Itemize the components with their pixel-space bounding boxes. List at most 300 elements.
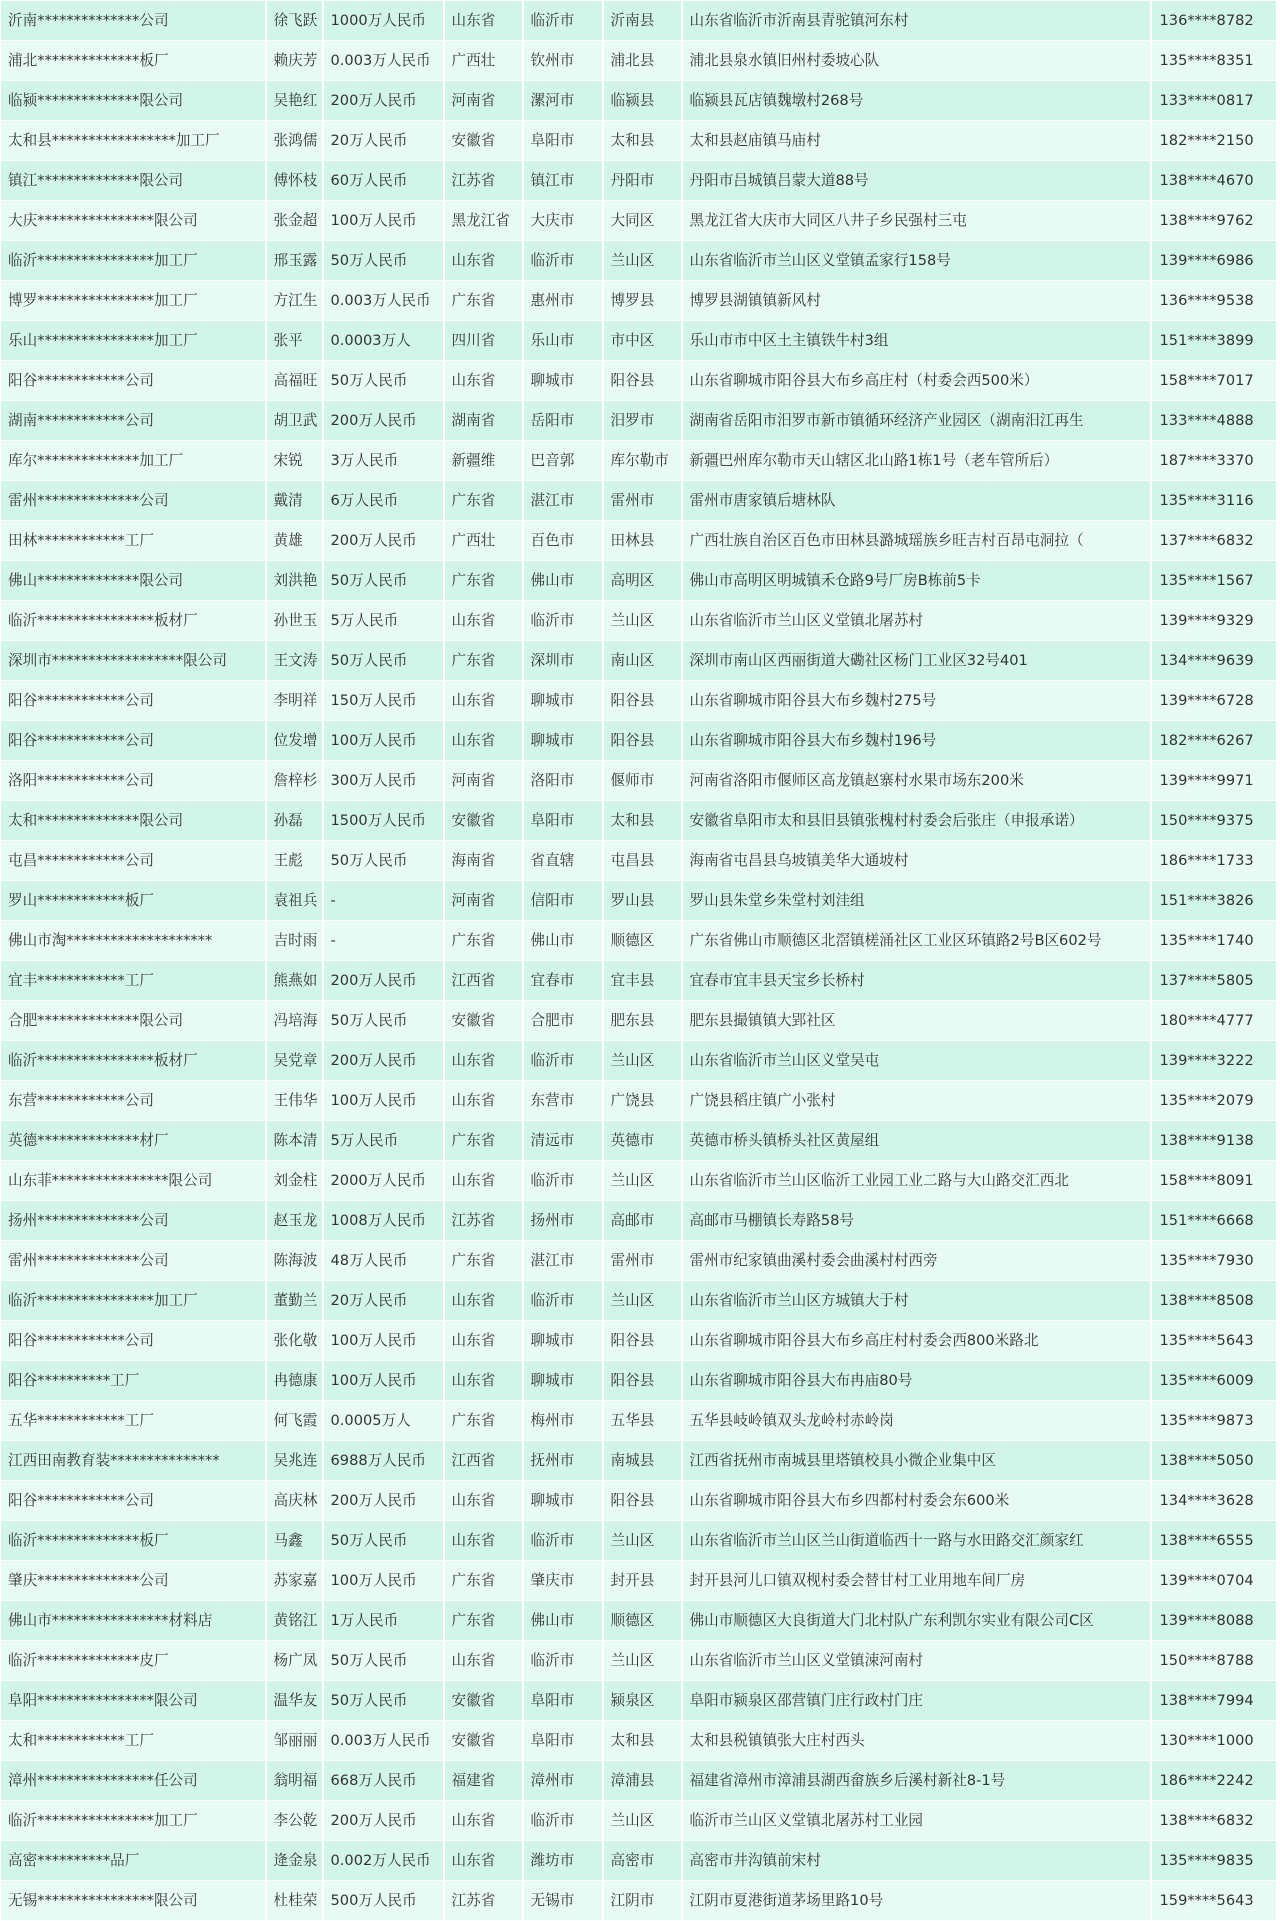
province-cell: 河南省 bbox=[444, 761, 523, 801]
table-row bbox=[1, 1561, 1277, 1601]
address-cell: 山东省临沂市兰山区义堂镇涑河南村 bbox=[682, 1641, 1151, 1681]
registered-capital-cell: 50万人民币 bbox=[323, 641, 444, 681]
registered-capital-cell: 100万人民币 bbox=[323, 1361, 444, 1401]
address-cell: 山东省聊城市阳谷县大布乡四都村村委会东600米 bbox=[682, 1481, 1151, 1521]
registered-capital-cell: 200万人民币 bbox=[323, 521, 444, 561]
phone-cell: 138****5050 bbox=[1151, 1441, 1277, 1481]
city-cell: 聊城市 bbox=[523, 1481, 603, 1521]
address-cell: 山东省临沂市兰山区兰山街道临西十一路与水田路交汇颜家红 bbox=[682, 1521, 1151, 1561]
district-cell: 兰山区 bbox=[603, 1161, 682, 1201]
legal-representative-cell: 宋锐 bbox=[266, 441, 323, 481]
address-cell: 山东省临沂市沂南县青驼镇河东村 bbox=[682, 1, 1151, 41]
table-row bbox=[1, 481, 1277, 521]
city-cell: 阜阳市 bbox=[523, 1721, 603, 1761]
province-cell: 广东省 bbox=[444, 641, 523, 681]
company-name-cell: 阳谷************公司 bbox=[1, 1321, 266, 1361]
registered-capital-cell: 50万人民币 bbox=[323, 361, 444, 401]
table-row bbox=[1, 1841, 1277, 1881]
legal-representative-cell: 董勤兰 bbox=[266, 1281, 323, 1321]
city-cell: 聊城市 bbox=[523, 1321, 603, 1361]
company-name-cell: 漳州****************任公司 bbox=[1, 1761, 266, 1801]
address-cell: 封开县河儿口镇双枧村委会替甘村工业用地车间厂房 bbox=[682, 1561, 1151, 1601]
address-cell: 肥东县撮镇镇大郢社区 bbox=[682, 1001, 1151, 1041]
legal-representative-cell: 张鸿儒 bbox=[266, 121, 323, 161]
table-row bbox=[1, 1801, 1277, 1841]
registered-capital-cell: 48万人民币 bbox=[323, 1241, 444, 1281]
table-row bbox=[1, 1681, 1277, 1721]
company-name-cell: 田林************工厂 bbox=[1, 521, 266, 561]
province-cell: 海南省 bbox=[444, 841, 523, 881]
legal-representative-cell: 杨广凤 bbox=[266, 1641, 323, 1681]
registered-capital-cell: 0.0005万人 bbox=[323, 1401, 444, 1441]
phone-cell: 182****6267 bbox=[1151, 721, 1277, 761]
phone-cell: 137****5805 bbox=[1151, 961, 1277, 1001]
province-cell: 河南省 bbox=[444, 881, 523, 921]
province-cell: 四川省 bbox=[444, 321, 523, 361]
legal-representative-cell: 傅怀枝 bbox=[266, 161, 323, 201]
city-cell: 东营市 bbox=[523, 1081, 603, 1121]
registered-capital-cell: 0.003万人民币 bbox=[323, 41, 444, 81]
city-cell: 洛阳市 bbox=[523, 761, 603, 801]
table-row bbox=[1, 1761, 1277, 1801]
district-cell: 广饶县 bbox=[603, 1081, 682, 1121]
legal-representative-cell: 张金超 bbox=[266, 201, 323, 241]
table-row bbox=[1, 1281, 1277, 1321]
province-cell: 福建省 bbox=[444, 1761, 523, 1801]
city-cell: 清远市 bbox=[523, 1121, 603, 1161]
legal-representative-cell: 王彪 bbox=[266, 841, 323, 881]
district-cell: 兰山区 bbox=[603, 601, 682, 641]
company-name-cell: 临沂**************皮厂 bbox=[1, 1641, 266, 1681]
table-row bbox=[1, 121, 1277, 161]
address-cell: 佛山市高明区明城镇禾仓路9号厂房B栋前5卡 bbox=[682, 561, 1151, 601]
registered-capital-cell: 20万人民币 bbox=[323, 1281, 444, 1321]
city-cell: 聊城市 bbox=[523, 721, 603, 761]
registered-capital-cell: - bbox=[323, 881, 444, 921]
province-cell: 山东省 bbox=[444, 1641, 523, 1681]
phone-cell: 186****2242 bbox=[1151, 1761, 1277, 1801]
district-cell: 五华县 bbox=[603, 1401, 682, 1441]
legal-representative-cell: 冯培海 bbox=[266, 1001, 323, 1041]
legal-representative-cell: 胡卫武 bbox=[266, 401, 323, 441]
company-name-cell: 沂南**************公司 bbox=[1, 1, 266, 41]
address-cell: 山东省临沂市兰山区义堂镇孟家行158号 bbox=[682, 241, 1151, 281]
address-cell: 雷州市纪家镇曲溪村委会曲溪村村西旁 bbox=[682, 1241, 1151, 1281]
legal-representative-cell: 孙世玉 bbox=[266, 601, 323, 641]
registered-capital-cell: 3万人民币 bbox=[323, 441, 444, 481]
legal-representative-cell: 袁祖兵 bbox=[266, 881, 323, 921]
address-cell: 深圳市南山区西丽街道大磡社区杨门工业区32号401 bbox=[682, 641, 1151, 681]
city-cell: 漯河市 bbox=[523, 81, 603, 121]
phone-cell: 139****9971 bbox=[1151, 761, 1277, 801]
province-cell: 安徽省 bbox=[444, 1001, 523, 1041]
phone-cell: 138****6832 bbox=[1151, 1801, 1277, 1841]
city-cell: 巴音郭 bbox=[523, 441, 603, 481]
table-row bbox=[1, 41, 1277, 81]
address-cell: 乐山市市中区土主镇铁牛村3组 bbox=[682, 321, 1151, 361]
legal-representative-cell: 刘洪艳 bbox=[266, 561, 323, 601]
company-name-cell: 合肥**************限公司 bbox=[1, 1001, 266, 1041]
table-row bbox=[1, 1161, 1277, 1201]
province-cell: 江西省 bbox=[444, 1441, 523, 1481]
address-cell: 高密市井沟镇前宋村 bbox=[682, 1841, 1151, 1881]
registered-capital-cell: 50万人民币 bbox=[323, 1641, 444, 1681]
phone-cell: 130****1000 bbox=[1151, 1721, 1277, 1761]
table-row bbox=[1, 361, 1277, 401]
legal-representative-cell: 李明祥 bbox=[266, 681, 323, 721]
company-name-cell: 大庆****************限公司 bbox=[1, 201, 266, 241]
table-row bbox=[1, 561, 1277, 601]
district-cell: 阳谷县 bbox=[603, 1321, 682, 1361]
table-row bbox=[1, 1201, 1277, 1241]
district-cell: 顺德区 bbox=[603, 1601, 682, 1641]
phone-cell: 135****6009 bbox=[1151, 1361, 1277, 1401]
city-cell: 镇江市 bbox=[523, 161, 603, 201]
city-cell: 阜阳市 bbox=[523, 121, 603, 161]
province-cell: 广东省 bbox=[444, 1601, 523, 1641]
company-name-cell: 库尔**************加工厂 bbox=[1, 441, 266, 481]
phone-cell: 138****4670 bbox=[1151, 161, 1277, 201]
province-cell: 广西壮 bbox=[444, 41, 523, 81]
address-cell: 宜春市宜丰县天宝乡长桥村 bbox=[682, 961, 1151, 1001]
district-cell: 沂南县 bbox=[603, 1, 682, 41]
province-cell: 山东省 bbox=[444, 1801, 523, 1841]
table-row bbox=[1, 601, 1277, 641]
district-cell: 阳谷县 bbox=[603, 1361, 682, 1401]
address-cell: 太和县赵庙镇马庙村 bbox=[682, 121, 1151, 161]
legal-representative-cell: 赵玉龙 bbox=[266, 1201, 323, 1241]
city-cell: 佛山市 bbox=[523, 561, 603, 601]
district-cell: 偃师市 bbox=[603, 761, 682, 801]
company-name-cell: 英德**************材厂 bbox=[1, 1121, 266, 1161]
province-cell: 广西壮 bbox=[444, 521, 523, 561]
phone-cell: 133****4888 bbox=[1151, 401, 1277, 441]
legal-representative-cell: 吴党章 bbox=[266, 1041, 323, 1081]
address-cell: 阜阳市颍泉区邵营镇门庄行政村门庄 bbox=[682, 1681, 1151, 1721]
province-cell: 黑龙江省 bbox=[444, 201, 523, 241]
company-name-cell: 临沂**************板厂 bbox=[1, 1521, 266, 1561]
city-cell: 潍坊市 bbox=[523, 1841, 603, 1881]
city-cell: 百色市 bbox=[523, 521, 603, 561]
district-cell: 肥东县 bbox=[603, 1001, 682, 1041]
legal-representative-cell: 邹丽丽 bbox=[266, 1721, 323, 1761]
city-cell: 梅州市 bbox=[523, 1401, 603, 1441]
phone-cell: 138****7994 bbox=[1151, 1681, 1277, 1721]
phone-cell: 139****8088 bbox=[1151, 1601, 1277, 1641]
address-cell: 山东省临沂市兰山区临沂工业园工业二路与大山路交汇西北 bbox=[682, 1161, 1151, 1201]
province-cell: 河南省 bbox=[444, 81, 523, 121]
city-cell: 临沂市 bbox=[523, 1041, 603, 1081]
legal-representative-cell: 邢玉露 bbox=[266, 241, 323, 281]
address-cell: 丹阳市吕城镇吕蒙大道88号 bbox=[682, 161, 1151, 201]
province-cell: 山东省 bbox=[444, 721, 523, 761]
province-cell: 江西省 bbox=[444, 961, 523, 1001]
company-name-cell: 临沂****************板材厂 bbox=[1, 1041, 266, 1081]
table-row bbox=[1, 681, 1277, 721]
phone-cell: 135****2079 bbox=[1151, 1081, 1277, 1121]
city-cell: 宜春市 bbox=[523, 961, 603, 1001]
district-cell: 雷州市 bbox=[603, 481, 682, 521]
company-name-cell: 太和县*****************加工厂 bbox=[1, 121, 266, 161]
legal-representative-cell: 高福旺 bbox=[266, 361, 323, 401]
province-cell: 广东省 bbox=[444, 921, 523, 961]
company-name-cell: 阳谷************公司 bbox=[1, 681, 266, 721]
phone-cell: 139****6728 bbox=[1151, 681, 1277, 721]
province-cell: 山东省 bbox=[444, 601, 523, 641]
phone-cell: 139****3222 bbox=[1151, 1041, 1277, 1081]
legal-representative-cell: 何飞霞 bbox=[266, 1401, 323, 1441]
phone-cell: 135****1567 bbox=[1151, 561, 1277, 601]
address-cell: 福建省漳州市漳浦县湖西畲族乡后溪村新社8-1号 bbox=[682, 1761, 1151, 1801]
address-cell: 临颍县瓦店镇魏墩村268号 bbox=[682, 81, 1151, 121]
city-cell: 聊城市 bbox=[523, 1361, 603, 1401]
table-row bbox=[1, 641, 1277, 681]
address-cell: 博罗县湖镇镇新风村 bbox=[682, 281, 1151, 321]
registered-capital-cell: 1008万人民币 bbox=[323, 1201, 444, 1241]
table-row bbox=[1, 1521, 1277, 1561]
registered-capital-cell: 50万人民币 bbox=[323, 1681, 444, 1721]
district-cell: 丹阳市 bbox=[603, 161, 682, 201]
city-cell: 临沂市 bbox=[523, 1521, 603, 1561]
province-cell: 新疆维 bbox=[444, 441, 523, 481]
table-row bbox=[1, 1481, 1277, 1521]
phone-cell: 182****2150 bbox=[1151, 121, 1277, 161]
phone-cell: 134****9639 bbox=[1151, 641, 1277, 681]
legal-representative-cell: 吉时雨 bbox=[266, 921, 323, 961]
registered-capital-cell: 2000万人民币 bbox=[323, 1161, 444, 1201]
registered-capital-cell: 50万人民币 bbox=[323, 561, 444, 601]
address-cell: 山东省聊城市阳谷县大布冉庙80号 bbox=[682, 1361, 1151, 1401]
company-name-cell: 临沂****************加工厂 bbox=[1, 1281, 266, 1321]
district-cell: 封开县 bbox=[603, 1561, 682, 1601]
company-name-cell: 阜阳****************限公司 bbox=[1, 1681, 266, 1721]
city-cell: 乐山市 bbox=[523, 321, 603, 361]
legal-representative-cell: 温华友 bbox=[266, 1681, 323, 1721]
table-row bbox=[1, 201, 1277, 241]
phone-cell: 135****1740 bbox=[1151, 921, 1277, 961]
province-cell: 江苏省 bbox=[444, 1881, 523, 1921]
registered-capital-cell: 300万人民币 bbox=[323, 761, 444, 801]
phone-cell: 186****1733 bbox=[1151, 841, 1277, 881]
address-cell: 山东省临沂市兰山区义堂吴屯 bbox=[682, 1041, 1151, 1081]
company-name-cell: 乐山****************加工厂 bbox=[1, 321, 266, 361]
city-cell: 扬州市 bbox=[523, 1201, 603, 1241]
city-cell: 临沂市 bbox=[523, 1281, 603, 1321]
registered-capital-cell: 6万人民币 bbox=[323, 481, 444, 521]
phone-cell: 138****6555 bbox=[1151, 1521, 1277, 1561]
table-row bbox=[1, 441, 1277, 481]
city-cell: 临沂市 bbox=[523, 1641, 603, 1681]
city-cell: 惠州市 bbox=[523, 281, 603, 321]
table-row bbox=[1, 1001, 1277, 1041]
phone-cell: 135****9835 bbox=[1151, 1841, 1277, 1881]
company-name-cell: 江西田南教育装*************** bbox=[1, 1441, 266, 1481]
province-cell: 广东省 bbox=[444, 1241, 523, 1281]
legal-representative-cell: 吴兆连 bbox=[266, 1441, 323, 1481]
address-cell: 山东省临沂市兰山区义堂镇北屠苏村 bbox=[682, 601, 1151, 641]
province-cell: 广东省 bbox=[444, 1121, 523, 1161]
registered-capital-cell: 500万人民币 bbox=[323, 1881, 444, 1921]
district-cell: 阳谷县 bbox=[603, 1481, 682, 1521]
company-name-cell: 太和************工厂 bbox=[1, 1721, 266, 1761]
table-row bbox=[1, 801, 1277, 841]
province-cell: 山东省 bbox=[444, 1, 523, 41]
address-cell: 浦北县泉水镇旧州村委坡心队 bbox=[682, 41, 1151, 81]
city-cell: 临沂市 bbox=[523, 1801, 603, 1841]
company-name-cell: 阳谷**********工厂 bbox=[1, 1361, 266, 1401]
address-cell: 临沂市兰山区义堂镇北屠苏村工业园 bbox=[682, 1801, 1151, 1841]
table-row bbox=[1, 881, 1277, 921]
legal-representative-cell: 熊燕如 bbox=[266, 961, 323, 1001]
table-row bbox=[1, 161, 1277, 201]
phone-cell: 158****8091 bbox=[1151, 1161, 1277, 1201]
phone-cell: 139****6986 bbox=[1151, 241, 1277, 281]
phone-cell: 136****8782 bbox=[1151, 1, 1277, 41]
district-cell: 汨罗市 bbox=[603, 401, 682, 441]
district-cell: 宜丰县 bbox=[603, 961, 682, 1001]
company-name-cell: 扬州**************公司 bbox=[1, 1201, 266, 1241]
legal-representative-cell: 黄铭江 bbox=[266, 1601, 323, 1641]
phone-cell: 151****6668 bbox=[1151, 1201, 1277, 1241]
district-cell: 浦北县 bbox=[603, 41, 682, 81]
registered-capital-cell: 100万人民币 bbox=[323, 1081, 444, 1121]
table-row bbox=[1, 1361, 1277, 1401]
company-name-cell: 临沂****************加工厂 bbox=[1, 1801, 266, 1841]
province-cell: 山东省 bbox=[444, 681, 523, 721]
address-cell: 河南省洛阳市偃师区高龙镇赵寨村水果市场东200米 bbox=[682, 761, 1151, 801]
province-cell: 山东省 bbox=[444, 1161, 523, 1201]
legal-representative-cell: 吴艳红 bbox=[266, 81, 323, 121]
legal-representative-cell: 方江生 bbox=[266, 281, 323, 321]
address-cell: 安徽省阜阳市太和县旧县镇张槐村村委会后张庄（申报承诺） bbox=[682, 801, 1151, 841]
registered-capital-cell: 100万人民币 bbox=[323, 1561, 444, 1601]
district-cell: 兰山区 bbox=[603, 1041, 682, 1081]
legal-representative-cell: 王文涛 bbox=[266, 641, 323, 681]
table-row bbox=[1, 321, 1277, 361]
company-name-cell: 无锡****************限公司 bbox=[1, 1881, 266, 1921]
registered-capital-cell: 50万人民币 bbox=[323, 1521, 444, 1561]
phone-cell: 138****8508 bbox=[1151, 1281, 1277, 1321]
district-cell: 市中区 bbox=[603, 321, 682, 361]
province-cell: 山东省 bbox=[444, 1481, 523, 1521]
legal-representative-cell: 徐飞跃 bbox=[266, 1, 323, 41]
address-cell: 雷州市唐家镇后塘林队 bbox=[682, 481, 1151, 521]
district-cell: 南山区 bbox=[603, 641, 682, 681]
legal-representative-cell: 张化敬 bbox=[266, 1321, 323, 1361]
table-row bbox=[1, 921, 1277, 961]
table-row bbox=[1, 1321, 1277, 1361]
province-cell: 广东省 bbox=[444, 561, 523, 601]
legal-representative-cell: 戴清 bbox=[266, 481, 323, 521]
district-cell: 太和县 bbox=[603, 801, 682, 841]
province-cell: 江苏省 bbox=[444, 161, 523, 201]
province-cell: 山东省 bbox=[444, 1361, 523, 1401]
legal-representative-cell: 冉德康 bbox=[266, 1361, 323, 1401]
table-row bbox=[1, 1641, 1277, 1681]
legal-representative-cell: 苏家嘉 bbox=[266, 1561, 323, 1601]
registered-capital-cell: 50万人民币 bbox=[323, 1001, 444, 1041]
registered-capital-cell: 1500万人民币 bbox=[323, 801, 444, 841]
address-cell: 山东省聊城市阳谷县大布乡高庄村村委会西800米路北 bbox=[682, 1321, 1151, 1361]
district-cell: 兰山区 bbox=[603, 1801, 682, 1841]
registered-capital-cell: 200万人民币 bbox=[323, 1041, 444, 1081]
legal-representative-cell: 王伟华 bbox=[266, 1081, 323, 1121]
district-cell: 博罗县 bbox=[603, 281, 682, 321]
address-cell: 广东省佛山市顺德区北滘镇槎涌社区工业区环镇路2号B区602号 bbox=[682, 921, 1151, 961]
phone-cell: 135****8351 bbox=[1151, 41, 1277, 81]
address-cell: 英德市桥头镇桥头社区黄屋组 bbox=[682, 1121, 1151, 1161]
registered-capital-cell: 150万人民币 bbox=[323, 681, 444, 721]
city-cell: 信阳市 bbox=[523, 881, 603, 921]
district-cell: 高密市 bbox=[603, 1841, 682, 1881]
table-row bbox=[1, 81, 1277, 121]
district-cell: 高明区 bbox=[603, 561, 682, 601]
table-row bbox=[1, 1601, 1277, 1641]
table-row bbox=[1, 241, 1277, 281]
address-cell: 山东省临沂市兰山区方城镇大于村 bbox=[682, 1281, 1151, 1321]
phone-cell: 151****3826 bbox=[1151, 881, 1277, 921]
district-cell: 南城县 bbox=[603, 1441, 682, 1481]
district-cell: 罗山县 bbox=[603, 881, 682, 921]
province-cell: 湖南省 bbox=[444, 401, 523, 441]
district-cell: 屯昌县 bbox=[603, 841, 682, 881]
phone-cell: 136****9538 bbox=[1151, 281, 1277, 321]
city-cell: 省直辖 bbox=[523, 841, 603, 881]
company-name-cell: 临沂****************板材厂 bbox=[1, 601, 266, 641]
legal-representative-cell: 刘金柱 bbox=[266, 1161, 323, 1201]
district-cell: 江阴市 bbox=[603, 1881, 682, 1921]
phone-cell: 180****4777 bbox=[1151, 1001, 1277, 1041]
company-name-cell: 洛阳************公司 bbox=[1, 761, 266, 801]
legal-representative-cell: 马鑫 bbox=[266, 1521, 323, 1561]
phone-cell: 139****9329 bbox=[1151, 601, 1277, 641]
address-cell: 广西壮族自治区百色市田林县潞城瑶族乡旺吉村百昂屯洞拉（ bbox=[682, 521, 1151, 561]
city-cell: 岳阳市 bbox=[523, 401, 603, 441]
city-cell: 湛江市 bbox=[523, 1241, 603, 1281]
legal-representative-cell: 位发增 bbox=[266, 721, 323, 761]
city-cell: 临沂市 bbox=[523, 241, 603, 281]
company-name-cell: 佛山市****************材料店 bbox=[1, 1601, 266, 1641]
legal-representative-cell: 逄金泉 bbox=[266, 1841, 323, 1881]
table-row bbox=[1, 1721, 1277, 1761]
company-name-cell: 临沂****************加工厂 bbox=[1, 241, 266, 281]
legal-representative-cell: 孙磊 bbox=[266, 801, 323, 841]
company-name-cell: 湖南************公司 bbox=[1, 401, 266, 441]
table-row bbox=[1, 1881, 1277, 1921]
city-cell: 临沂市 bbox=[523, 601, 603, 641]
phone-cell: 135****5643 bbox=[1151, 1321, 1277, 1361]
registered-capital-cell: 0.003万人民币 bbox=[323, 1721, 444, 1761]
city-cell: 阜阳市 bbox=[523, 801, 603, 841]
phone-cell: 187****3370 bbox=[1151, 441, 1277, 481]
province-cell: 山东省 bbox=[444, 1081, 523, 1121]
registered-capital-cell: 20万人民币 bbox=[323, 121, 444, 161]
table-row bbox=[1, 1041, 1277, 1081]
address-cell: 山东省聊城市阳谷县大布乡魏村196号 bbox=[682, 721, 1151, 761]
district-cell: 临颍县 bbox=[603, 81, 682, 121]
province-cell: 山东省 bbox=[444, 361, 523, 401]
company-name-cell: 浦北**************板厂 bbox=[1, 41, 266, 81]
company-name-cell: 高密**********品厂 bbox=[1, 1841, 266, 1881]
registered-capital-cell: - bbox=[323, 921, 444, 961]
phone-cell: 135****9873 bbox=[1151, 1401, 1277, 1441]
city-cell: 钦州市 bbox=[523, 41, 603, 81]
address-cell: 太和县税镇镇张大庄村西头 bbox=[682, 1721, 1151, 1761]
address-cell: 五华县岐岭镇双头龙岭村赤岭岗 bbox=[682, 1401, 1151, 1441]
registered-capital-cell: 50万人民币 bbox=[323, 241, 444, 281]
district-cell: 兰山区 bbox=[603, 241, 682, 281]
legal-representative-cell: 翁明福 bbox=[266, 1761, 323, 1801]
